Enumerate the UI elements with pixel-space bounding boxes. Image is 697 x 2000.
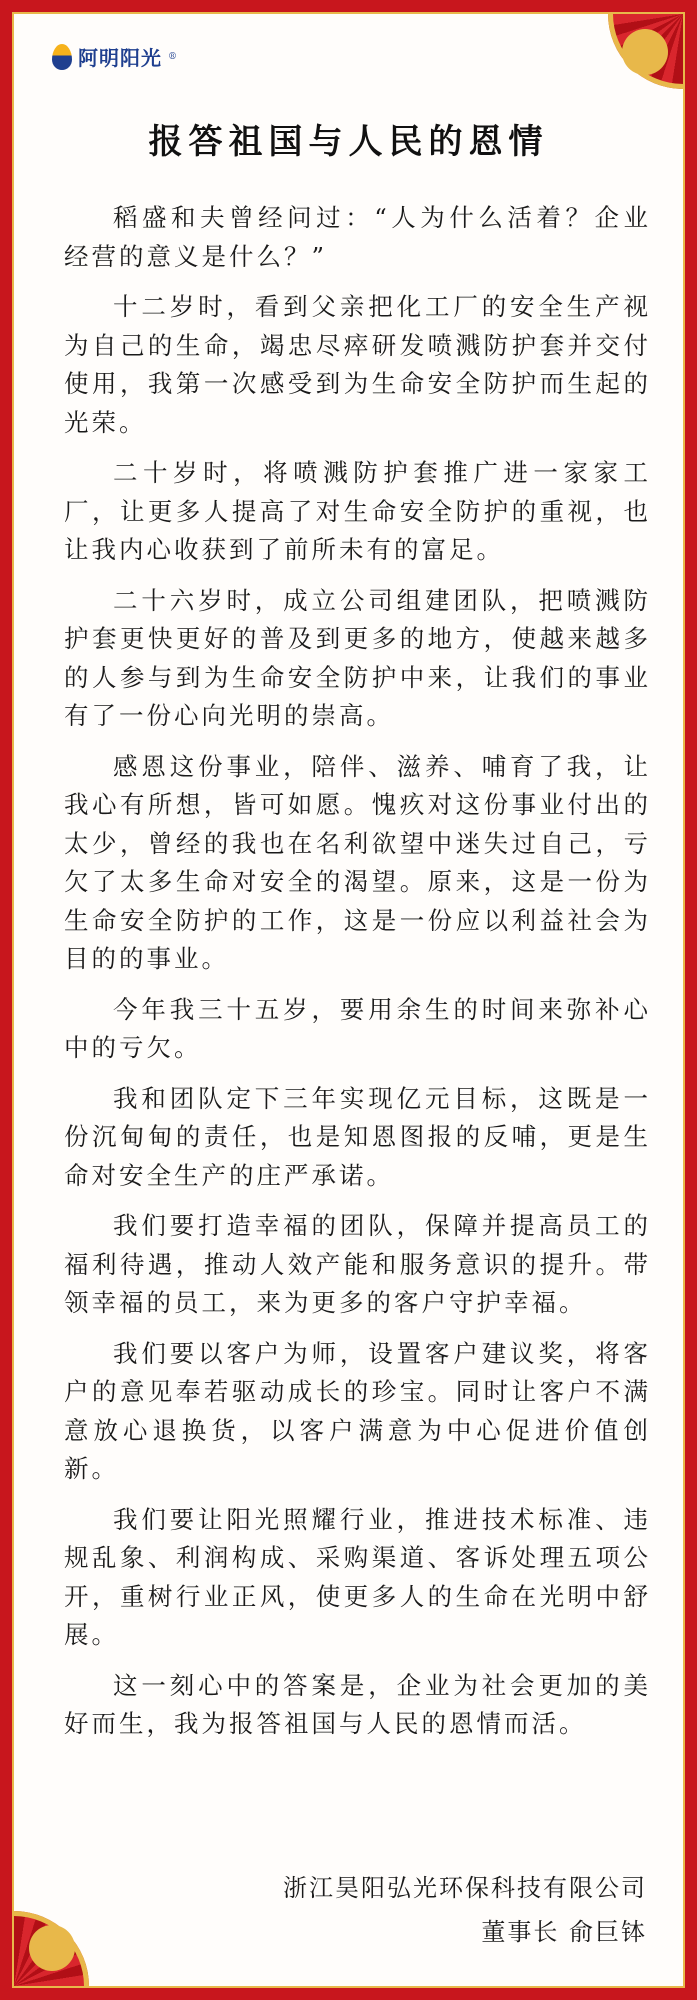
paragraph: 我们要让阳光照耀行业，推进技术标准、违规乱象、利润构成、采购渠道、客诉处理五项公开，重树行业正风，使更多人的生命在光明中舒展。 bbox=[64, 1504, 651, 1649]
paragraph: 我和团队定下三年实现亿元目标，这既是一份沉甸甸的责任，也是知恩图报的反哺，更是生命对安全生产的庄严承诺。 bbox=[64, 1083, 651, 1190]
paragraph: 稻盛和夫曾经问过：“人为什么活着？企业经营的意义是什么？” bbox=[64, 203, 651, 271]
paragraph: 感恩这份事业，陪伴、滋养、哺育了我，让我心有所想，皆可如愿。愧疚对这份事业付出的太少，曾经的我也在名利欲望中迷失过自己，亏欠了太多生命对安全的渴望。原来，这是一份为生命安全防护的工作，这是一份应以利益社会为目的的事业。 bbox=[64, 751, 651, 973]
paragraph: 二十六岁时，成立公司组建团队，把喷溅防护套更快更好的普及到更多的地方，使越来越多的人参与到为生命安全防护中来，让我们的事业有了一份心向光明的崇高。 bbox=[64, 585, 651, 730]
brand-logo bbox=[52, 42, 177, 71]
paragraph: 我们要打造幸福的团队，保障并提高员工的福利待遇，推动人效产能和服务意识的提升。带领幸福的员工，来为更多的客户守护幸福。 bbox=[64, 1211, 651, 1317]
company-name: 浙江昊阳弘光环保科技有限公司 bbox=[283, 1874, 647, 1902]
corner-fan-ornament-icon bbox=[12, 1911, 89, 1988]
signature-block bbox=[283, 1866, 647, 1954]
fan-core bbox=[622, 29, 668, 75]
paragraph: 今年我三十五岁，要用余生的时间来弥补心中的亏欠。 bbox=[64, 994, 651, 1062]
paragraph: 十二岁时，看到父亲把化工厂的安全生产视为自己的生命，竭忠尽瘁研发喷溅防护套并交付使用，我第一次感受到为生命安全防护而生起的光荣。 bbox=[64, 292, 651, 437]
corner-fan-ornament-icon bbox=[608, 12, 685, 89]
letter-body bbox=[64, 199, 651, 1756]
fan-core bbox=[29, 1925, 75, 1971]
page-title: 报答祖国与人民的恩情 bbox=[148, 122, 549, 162]
flame-drop-logo-icon bbox=[52, 44, 72, 70]
registered-mark: ® bbox=[168, 51, 177, 62]
brand-name: 阿明阳光 bbox=[78, 46, 162, 70]
paragraph: 二十岁时，将喷溅防护套推广进一家家工厂，让更多人提高了对生命安全防护的重视，也让我内心收获到了前所未有的富足。 bbox=[64, 458, 651, 564]
paragraph: 这一刻心中的答案是，企业为社会更加的美好而生，我为报答祖国与人民的恩情而活。 bbox=[64, 1670, 651, 1738]
paragraph: 我们要以客户为师，设置客户建议奖，将客户的意见奉若驱动成长的珍宝。同时让客户不满意放心退换货，以客户满意为中心促进价值创新。 bbox=[64, 1338, 651, 1483]
letter-paper bbox=[12, 12, 685, 1988]
signer-name: 董事长 俞巨钵 bbox=[481, 1918, 647, 1946]
